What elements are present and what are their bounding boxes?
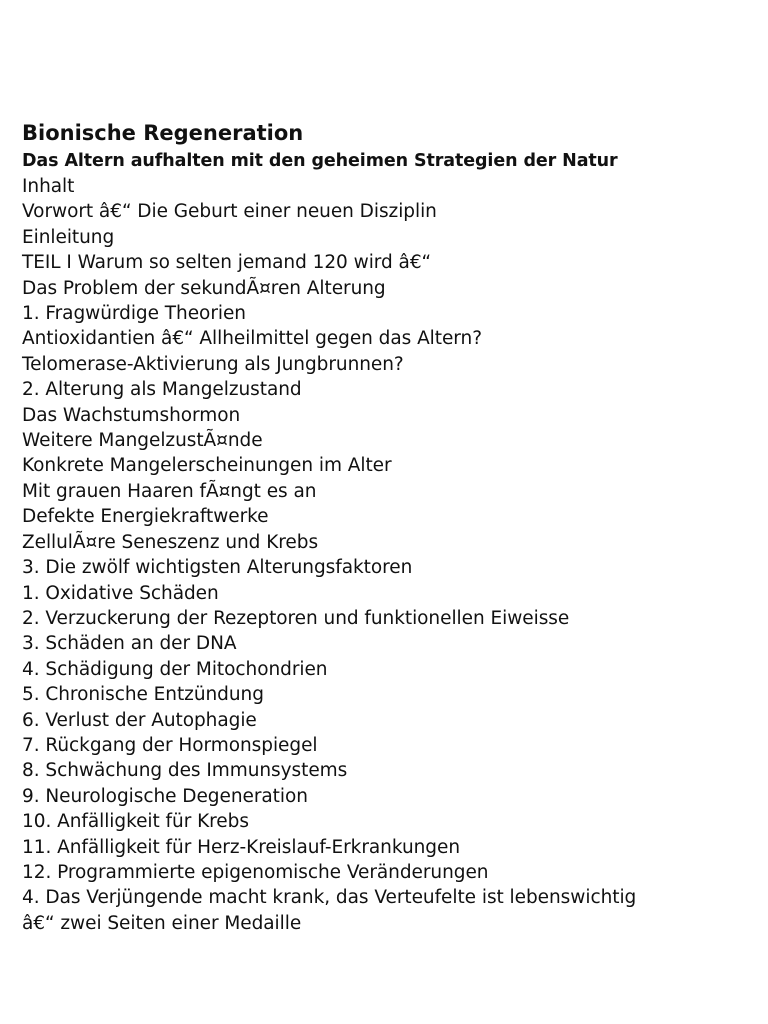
- document-page: [22, 118, 752, 936]
- toc-line: 5. Chronische Entzündung: [22, 684, 264, 706]
- toc-line: Antioxidantien â€“ Allheilmittel gegen das Altern?: [22, 328, 482, 350]
- toc-line: 8. Schwächung des Immunsystems: [22, 760, 348, 782]
- toc-line: 2. Alterung als Mangelzustand: [22, 379, 302, 401]
- toc-line: 7. Rückgang der Hormonspiegel: [22, 734, 318, 756]
- toc-line: Telomerase-Aktivierung als Jungbrunnen?: [22, 353, 404, 375]
- toc-line: ZellulÃ¤re Seneszenz und Krebs: [22, 531, 319, 553]
- toc-line: 4. Das Verjüngende macht krank, das Verteufelte ist lebenswichtig: [22, 887, 637, 909]
- toc-line: 1. Fragwürdige Theorien: [22, 303, 246, 325]
- toc-line: Defekte Energiekraftwerke: [22, 506, 269, 528]
- toc-line: 12. Programmierte epigenomische Veränderungen: [22, 861, 489, 883]
- table-of-contents: [22, 174, 752, 936]
- toc-line: Weitere MangelzustÃ¤nde: [22, 430, 263, 452]
- document-subtitle: Das Altern aufhalten mit den geheimen Strategien der Natur: [22, 151, 618, 171]
- toc-line: 6. Verlust der Autophagie: [22, 709, 257, 731]
- toc-line: TEIL I Warum so selten jemand 120 wird â€“: [22, 252, 432, 274]
- toc-heading: Inhalt: [22, 176, 75, 197]
- toc-line: â€“ zwei Seiten einer Medaille: [22, 912, 302, 934]
- toc-line: Konkrete Mangelerscheinungen im Alter: [22, 455, 392, 477]
- document-title: Bionische Regeneration: [22, 121, 304, 145]
- toc-line: Das Problem der sekundÃ¤ren Alterung: [22, 277, 386, 299]
- toc-line: 11. Anfälligkeit für Herz-Kreislauf-Erkrankungen: [22, 836, 461, 858]
- toc-line: Mit grauen Haaren fÃ¤ngt es an: [22, 480, 317, 502]
- toc-line: 4. Schädigung der Mitochondrien: [22, 658, 328, 680]
- toc-line: 1. Oxidative Schäden: [22, 582, 219, 604]
- toc-line: 9. Neurologische Degeneration: [22, 785, 308, 807]
- toc-line: Einleitung: [22, 226, 115, 248]
- toc-line: 3. Die zwölf wichtigsten Alterungsfaktoren: [22, 557, 413, 579]
- toc-line: Das Wachstumshormon: [22, 404, 241, 426]
- toc-line: 10. Anfälligkeit für Krebs: [22, 811, 249, 833]
- toc-line: 3. Schäden an der DNA: [22, 633, 237, 655]
- toc-line: Vorwort â€“ Die Geburt einer neuen Disziplin: [22, 201, 437, 223]
- toc-line: 2. Verzuckerung der Rezeptoren und funktionellen Eiweisse: [22, 607, 570, 629]
